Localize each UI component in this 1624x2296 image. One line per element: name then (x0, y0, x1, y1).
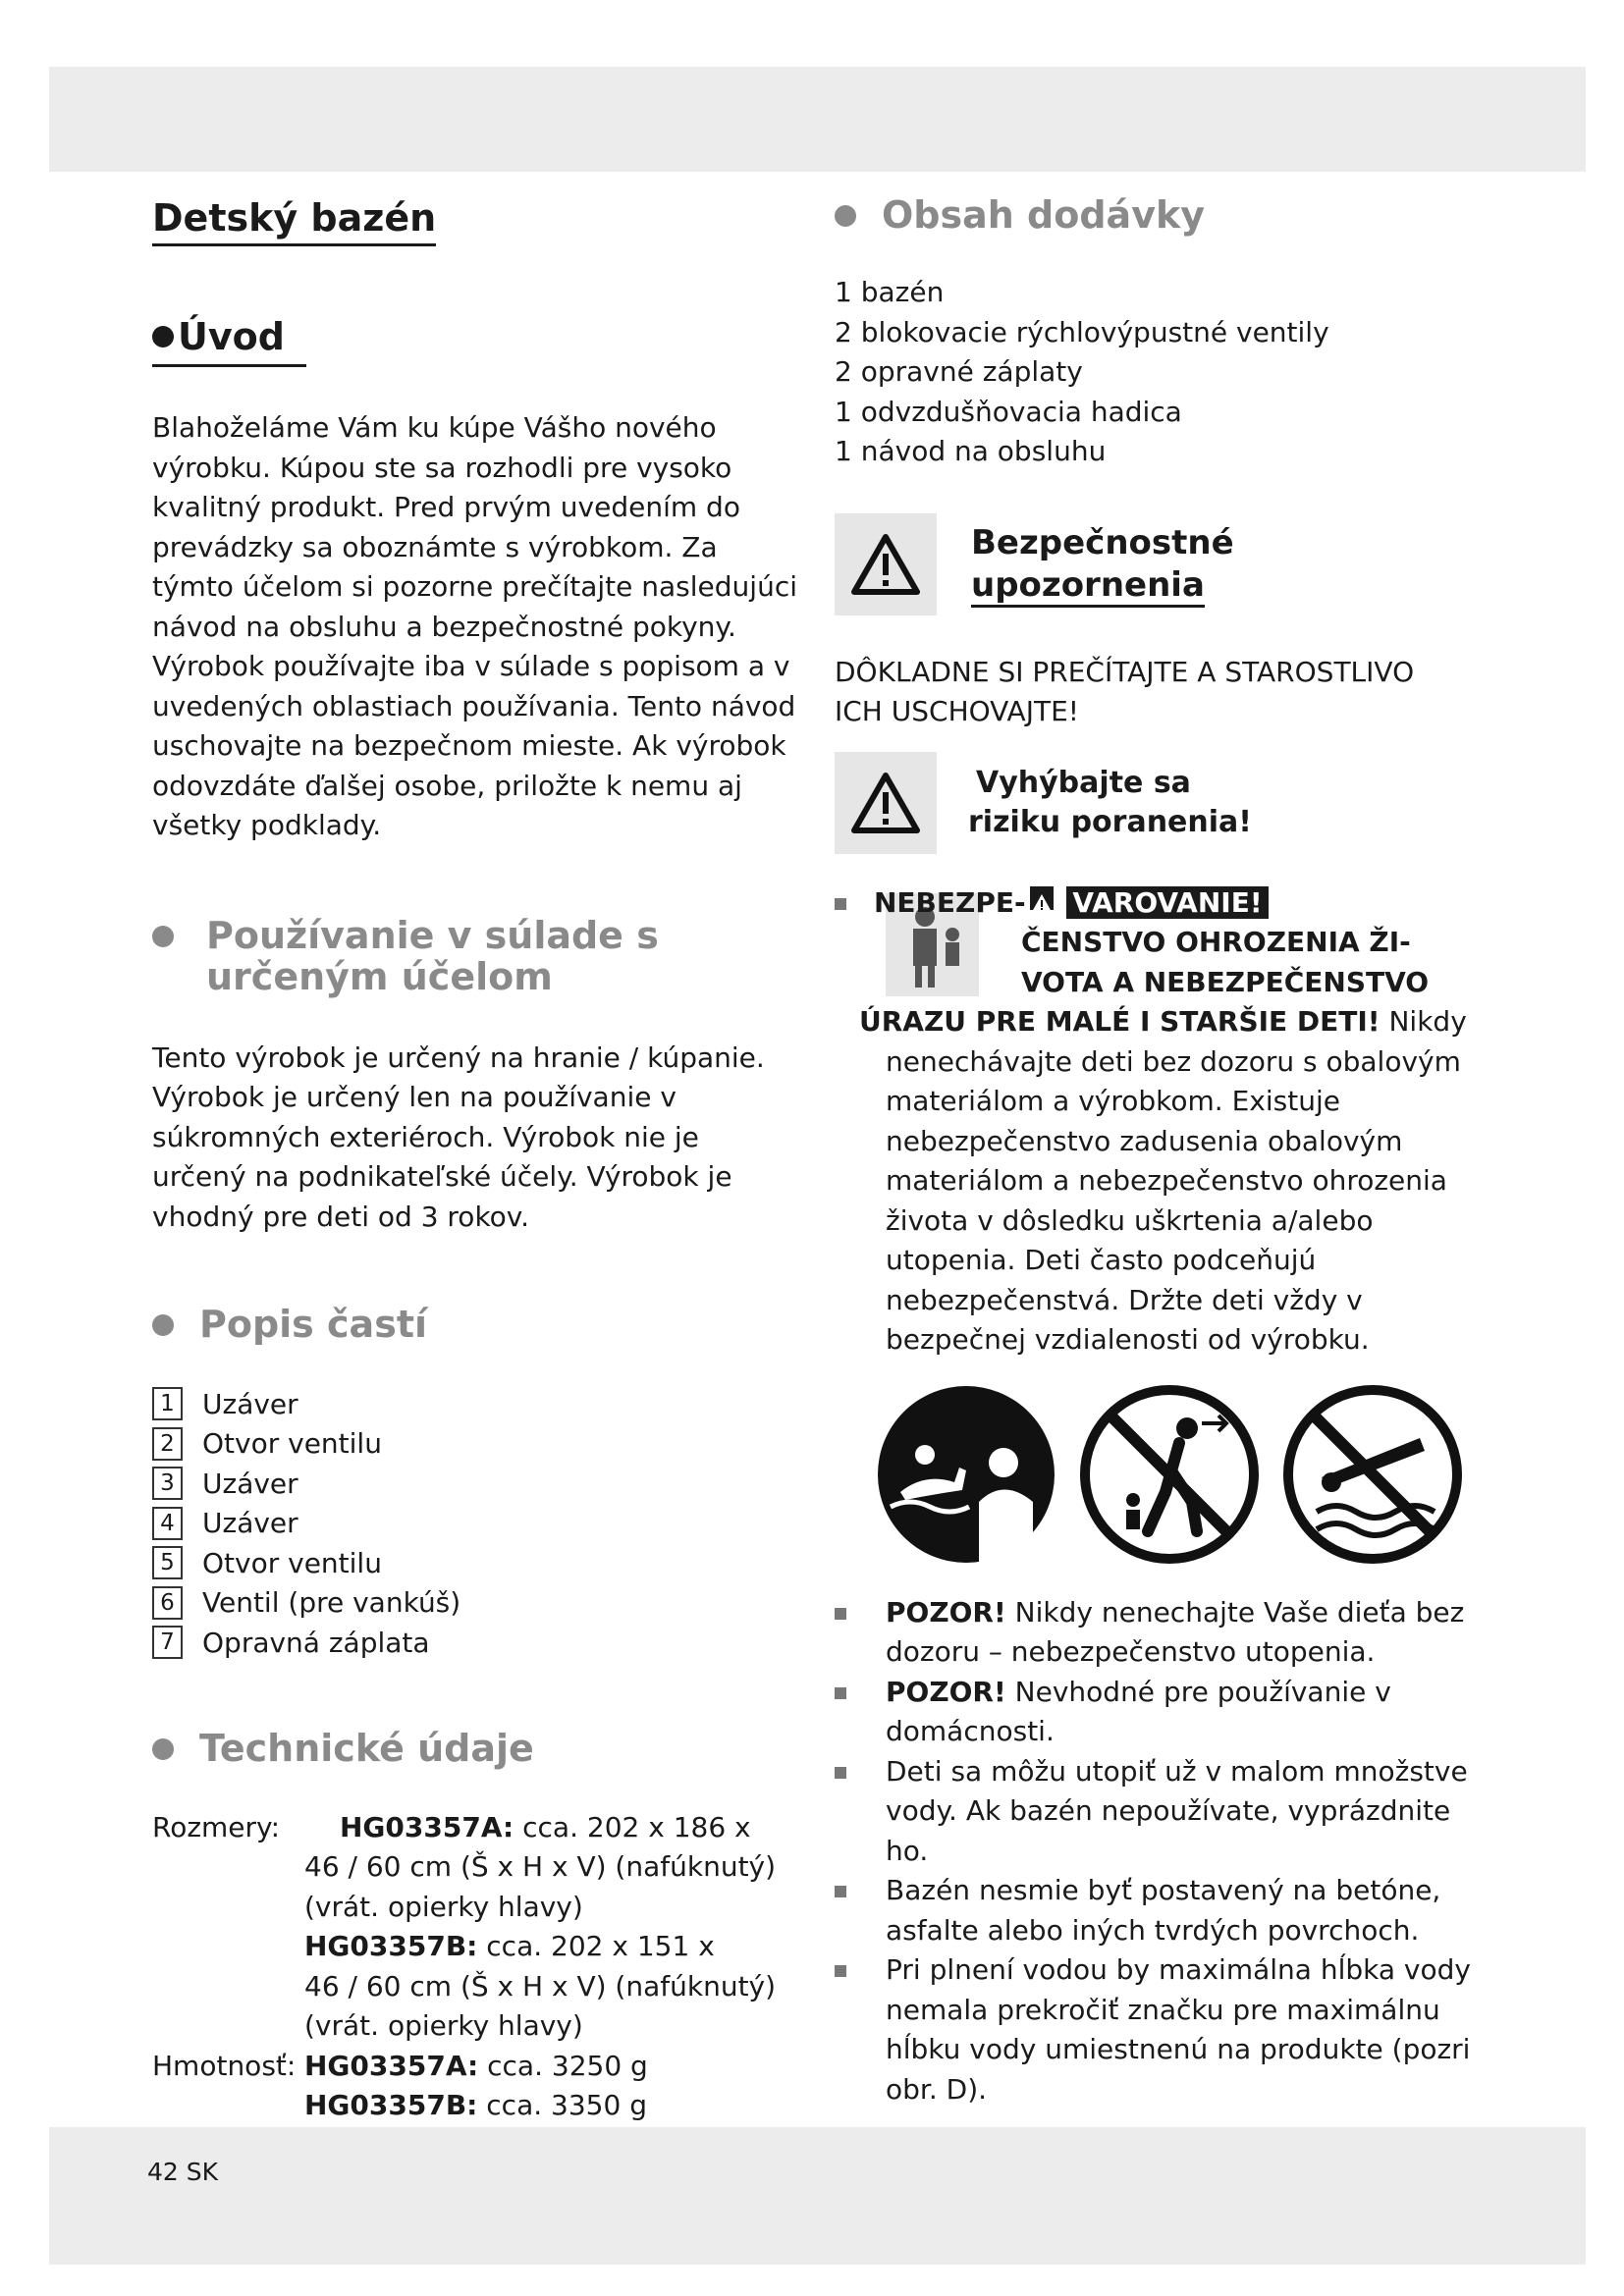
intro-text: Blahoželáme Vám ku kúpe Vášho nového výrobku. Kúpou ste sa rozhodli pre vysoko kvalitný produkt. Pred prvým uvedením do prevádzky sa oboznámte s výrobkom. Za týmto účelom si pozorne prečítajte nasledujúci návod na obsluhu a bezpečnostné pokyny. Výrobok používajte iba v súlade s popisom a v uvedených oblastiach používania. Tento návod uschovajte na bezpečnom mieste. Ak výrobok odovzdáte ďalšej osobe, priložte k nemu aj všetky podklady. (152, 411, 797, 841)
scope-list (835, 273, 1483, 472)
parts-list (152, 1384, 800, 1663)
list-item: 4 Uzáver (152, 1504, 800, 1544)
list-item: 1 návod na obsluhu (835, 435, 1107, 467)
bullet-square-icon (835, 1767, 846, 1779)
safety-heading: Bezpečnostné upozornenia (971, 522, 1234, 607)
bullet-square-icon (835, 1687, 846, 1699)
right-column (835, 187, 1483, 2109)
left-column (152, 187, 800, 2126)
footer-band (49, 2127, 1586, 2265)
no-walking-away-icon (1079, 1384, 1261, 1566)
usage-heading: Používanie v súlade s určeným účelom (152, 915, 800, 997)
list-item: Pri plnení vodou by maximálna hĺbka vody nemala prekročiť značku pre maximálnu hĺbku vody umiestnenú na produkte (pozri obr. D). (835, 1950, 1483, 2109)
weight-label: Hmotnosť: (152, 2049, 297, 2082)
bullet-dot-icon (152, 926, 174, 947)
warning-triangle-icon (835, 752, 937, 854)
read-carefully-note: DÔKLADNE SI PREČÍTAJTE A STAROSTLIVO ICH USCHOVAJTE! (835, 655, 1415, 727)
prohibition-pictograms (876, 1384, 1483, 1566)
usage-text: Tento výrobok je určený na hranie / kúpanie. Výrobok je určený len na používanie v súkromných exteriéroch. Výrobok nie je určený na podnikateľské účely. Výrobok je vhodný pre deti od 3 rokov. (152, 1041, 765, 1233)
list-item: 7 Opravná záplata (152, 1623, 800, 1663)
list-item: Deti sa môžu utopiť už v malom množstve vody. Ak bazén nepoužívate, vyprázdnite ho. (835, 1752, 1483, 1872)
injury-warning-text: Vyhýbajte sa riziku poranenia! (968, 765, 1252, 839)
document-title: Detský bazén (152, 196, 436, 246)
tech-heading: Technické údaje (152, 1728, 800, 1769)
list-item: 1 odvzdušňovacia hadica (835, 395, 1182, 428)
list-item: 1 bazén (835, 276, 945, 308)
list-item: 2 Otvor ventilu (152, 1424, 800, 1465)
bullet-square-icon (835, 1965, 846, 1977)
list-item: Bazén nesmie byť postavený na betóne, asfalte alebo iných tvrdých povrchoch. (835, 1871, 1483, 1950)
warning-triangle-icon (835, 513, 937, 615)
danger-warning: NEBEZPE- VAROVANIE! ČENSTVO OHROZENIA ŽI- VOTA A NEBEZPEČENSTVO ÚRAZU PRE MALÉ I STARŠIE DETI! Nikdy nenechávajte deti bez dozoru s obalovým materiálom a výrobkom. Existuje nebezpečenstvo zadusenia obalovým materiálom a nebezpečenstvo ohrozenia života v dôsledku uškrtenia a/alebo utopenia. Deti často podceňujú nebezpečenstvá. Držte deti vždy v bezpečnej vzdialenosti od výrobku. (835, 883, 1483, 1361)
warning-triangle-icon (1030, 886, 1054, 910)
bullet-dot-icon (152, 1738, 174, 1760)
list-item: 5 Otvor ventilu (152, 1543, 800, 1583)
parts-heading: Popis častí (152, 1304, 800, 1345)
list-item: 2 opravné záplaty (835, 355, 1083, 388)
list-item: 2 blokovacie rýchlovýpustné ventily (835, 315, 1329, 348)
page-footer (147, 2158, 218, 2186)
list-item: POZOR! Nevhodné pre používanie v domácnosti. (835, 1673, 1483, 1752)
bullet-dot-icon (835, 205, 856, 227)
scope-heading: Obsah dodávky (835, 194, 1483, 236)
bullet-square-icon (835, 1886, 846, 1897)
dimensions-label: Rozmery: (152, 1810, 281, 1843)
bullet-square-icon (835, 1608, 846, 1620)
injury-warning-box (835, 752, 1483, 854)
list-item: 6 Ventil (pre vankúš) (152, 1583, 800, 1624)
list-item: POZOR! Nikdy nenechajte Vaše dieťa bez dozoru – nebezpečenstvo utopenia. (835, 1593, 1483, 1673)
page-number: 42 (147, 2158, 179, 2186)
no-diving-icon (1282, 1384, 1464, 1566)
header-band (49, 67, 1586, 172)
intro-heading-text: Úvod (178, 315, 285, 358)
intro-heading (152, 315, 800, 367)
list-item: 3 Uzáver (152, 1464, 800, 1504)
warning-badge: VAROVANIE! (1066, 886, 1268, 919)
supervise-children-icon (876, 1384, 1057, 1566)
safety-heading-box (835, 513, 1483, 615)
safety-bullets (835, 1593, 1483, 2110)
bullet-dot-icon (152, 326, 174, 347)
bullet-dot-icon (152, 1314, 174, 1336)
language-code: SK (186, 2158, 219, 2186)
tech-specs: Rozmery: HG03357A: cca. 202 x 186 x 46 / 60 cm (Š x H x V) (nafúknutý) (vrát. opierky hlavy) HG03357B: cca. 202 x 151 x 46 / 60 cm (Š x H x V) (nafúknutý) (vrát. opierky hlavy) Hmotnosť: HG03357A: cca. 3250 g HG03357B: cca. 3350 g (152, 1808, 800, 2126)
list-item: 1 Uzáver (152, 1384, 800, 1424)
